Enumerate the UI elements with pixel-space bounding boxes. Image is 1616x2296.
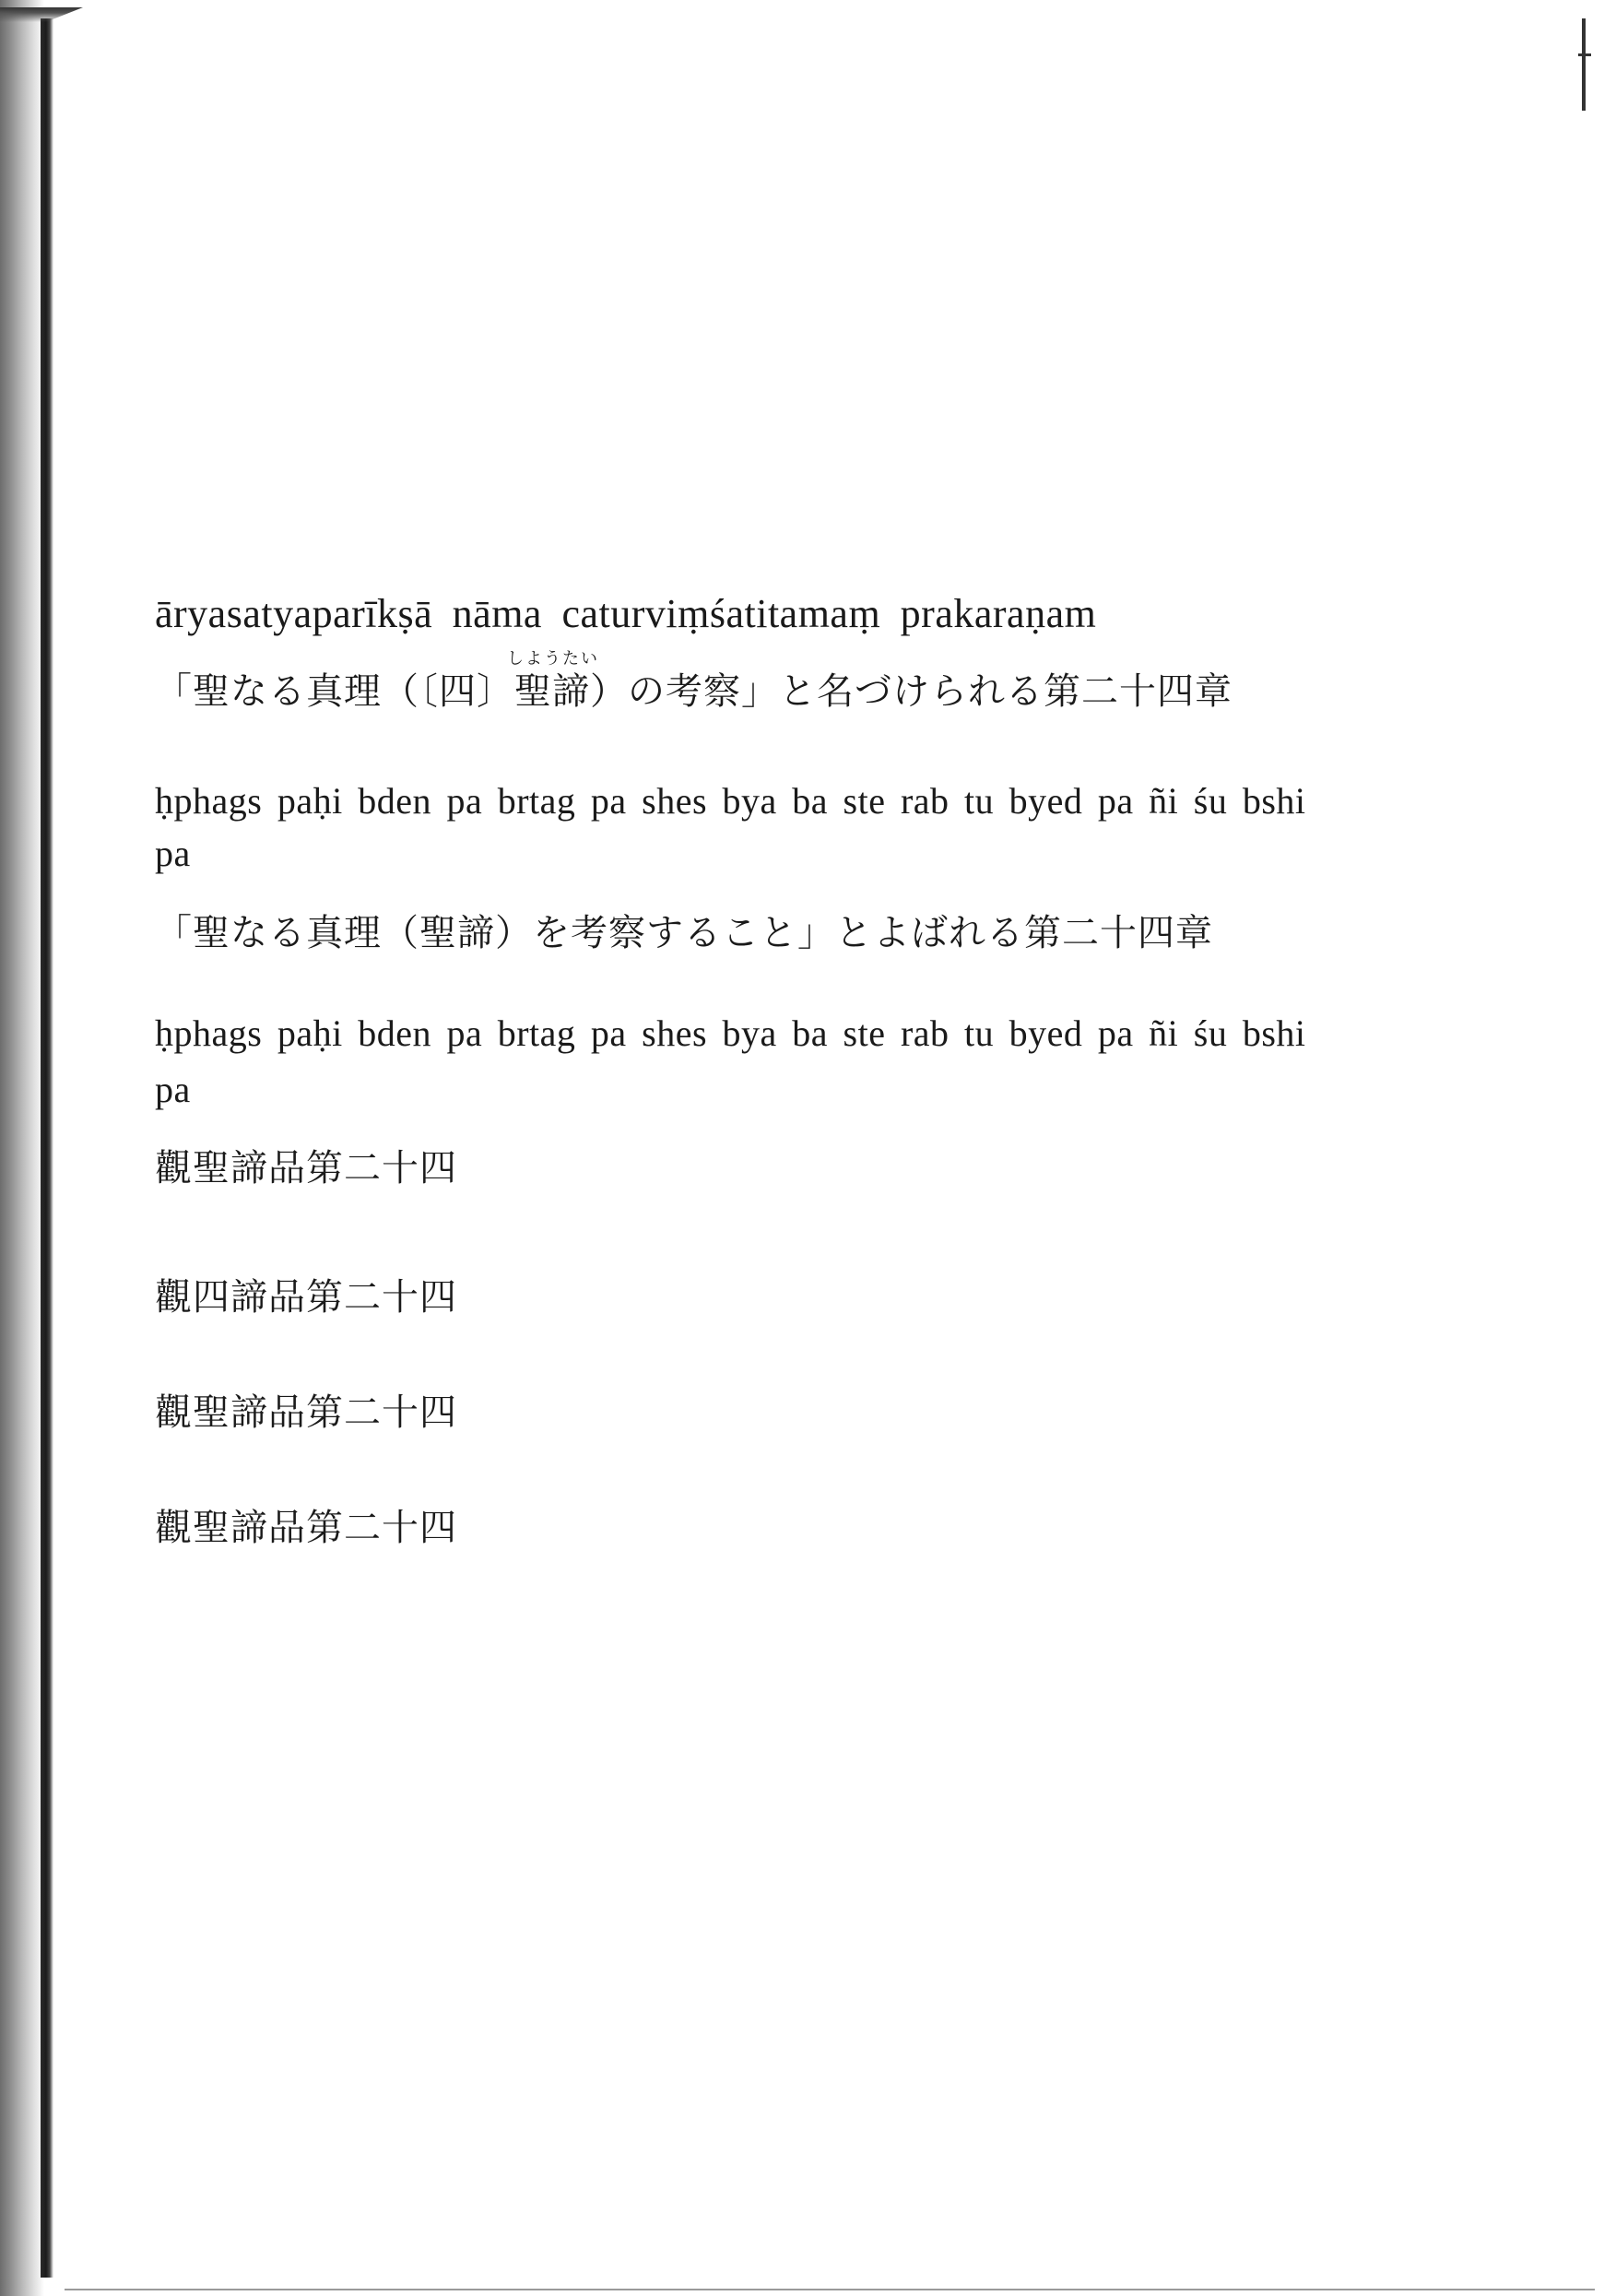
binding-shadow bbox=[0, 0, 44, 2296]
japanese-translation-2: 「聖なる真理（聖諦）を考察すること」とよばれる第二十四章 bbox=[155, 912, 1213, 954]
chinese-title-2: 觀四諦品第二十四 bbox=[155, 1276, 457, 1319]
chinese-title-1: 觀聖諦品第二十四 bbox=[155, 1147, 457, 1189]
japanese-translation-1: 「聖なる真理（〔四〕聖諦）の考察」と名づけられる第二十四章 bbox=[155, 670, 1233, 713]
right-edge-tick bbox=[1578, 53, 1591, 56]
ruby-annotation: しようたい bbox=[507, 649, 599, 669]
tibetan-title-2-line-1: ḥphags paḥi bden pa brtag pa shes bya ba ste rab tu byed pa ñi śu bshi bbox=[155, 1012, 1306, 1054]
binding-edge bbox=[41, 18, 53, 2278]
sanskrit-title: āryasatyaparīkṣā nāma caturviṃśatitamaṃ prakaraṇam bbox=[155, 591, 1097, 636]
chinese-title-4: 觀聖諦品第二十四 bbox=[155, 1507, 457, 1549]
tibetan-title-2-line-2: pa bbox=[155, 1069, 191, 1110]
right-edge-mark bbox=[1582, 18, 1586, 111]
tibetan-title-1-line-1: ḥphags paḥi bden pa brtag pa shes bya ba ste rab tu byed pa ñi śu bshi bbox=[155, 780, 1306, 822]
binding-corner bbox=[0, 7, 83, 22]
tibetan-title-1-line-2: pa bbox=[155, 833, 191, 874]
bottom-scan-edge bbox=[65, 2289, 1595, 2290]
chinese-title-3: 觀聖諦品第二十四 bbox=[155, 1391, 457, 1434]
